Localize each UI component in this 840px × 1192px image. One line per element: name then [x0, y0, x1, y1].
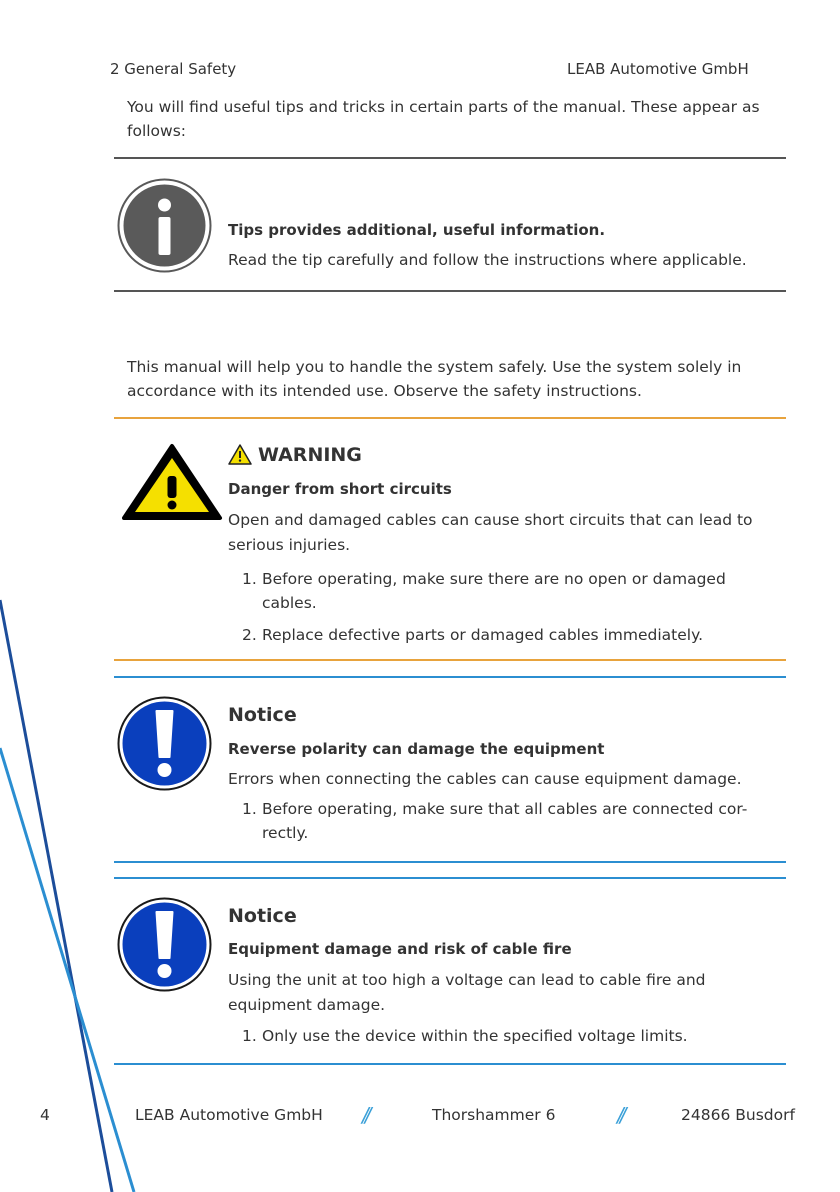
- tip-bottom-rule: [114, 290, 786, 292]
- warning-text-line-2: serious injuries.: [228, 536, 351, 554]
- tip-top-rule: [114, 157, 786, 159]
- intro-line-1: You will find useful tips and tricks in certain parts of the manual. These appear as: [127, 98, 760, 116]
- warning-bottom-rule: [114, 659, 786, 661]
- warning-step-1: [242, 567, 726, 615]
- step-number: 2.: [242, 626, 257, 644]
- step-text: Only use the device within the specified voltage limits.: [262, 1027, 688, 1045]
- notice1-step-1: [242, 797, 747, 845]
- step-text-cont: rectly.: [262, 824, 309, 842]
- footer-company: LEAB Automotive GmbH: [135, 1106, 323, 1124]
- notice1-label: Notice: [228, 704, 297, 726]
- warning-subtitle: Danger from short circuits: [228, 480, 452, 498]
- warning-triangle-icon: [120, 442, 224, 522]
- warning-text: [228, 508, 753, 558]
- header-company: LEAB Automotive GmbH: [567, 60, 749, 78]
- footer-separator: //: [617, 1103, 623, 1127]
- info-icon: [116, 177, 213, 274]
- footer-street: Thorshammer 6: [432, 1106, 556, 1124]
- notice2-text: [228, 968, 706, 1018]
- footer-separator: //: [362, 1103, 368, 1127]
- notice1-top-rule: [114, 676, 786, 678]
- notice1-text: Errors when connecting the cables can cause equipment damage.: [228, 770, 742, 788]
- step-text: Replace defective parts or damaged cables immediately.: [262, 626, 703, 644]
- tip-title: Tips provides additional, useful information.: [228, 221, 606, 239]
- notice2-bottom-rule: [114, 1063, 786, 1065]
- manual-note-line-2: accordance with its intended use. Observe the safety instructions.: [127, 382, 642, 400]
- tip-text: Read the tip carefully and follow the instructions where applicable.: [228, 251, 747, 269]
- step-text-cont: cables.: [262, 594, 317, 612]
- step-number: 1.: [242, 800, 257, 818]
- manual-note-line-1: This manual will help you to handle the system safely. Use the system solely in: [127, 358, 742, 376]
- warning-top-rule: [114, 417, 786, 419]
- manual-note: [127, 355, 787, 403]
- step-text: Before operating, make sure that all cables are connected cor-: [262, 800, 748, 818]
- warning-text-line-1: Open and damaged cables can cause short circuits that can lead to: [228, 511, 753, 529]
- step-number: 1.: [242, 1027, 257, 1045]
- notice2-subtitle: Equipment damage and risk of cable fire: [228, 940, 572, 958]
- notice2-text-line-1: Using the unit at too high a voltage can lead to cable fire and: [228, 971, 706, 989]
- exclamation-icon: [116, 695, 213, 792]
- header-section: 2 General Safety: [110, 60, 237, 78]
- warning-small-icon: [228, 444, 252, 466]
- page-number: 4: [40, 1106, 50, 1124]
- footer-city: 24866 Busdorf: [681, 1106, 795, 1124]
- notice1-bottom-rule: [114, 861, 786, 863]
- warning-step-2: [242, 623, 703, 647]
- intro-line-2: follows:: [127, 122, 187, 140]
- exclamation-icon: [116, 896, 213, 993]
- step-text: Before operating, make sure there are no open or damaged: [262, 570, 726, 588]
- warning-label: WARNING: [258, 444, 362, 466]
- notice2-text-line-2: equipment damage.: [228, 996, 386, 1014]
- step-number: 1.: [242, 570, 257, 588]
- intro-text: [127, 95, 787, 143]
- notice1-subtitle: Reverse polarity can damage the equipment: [228, 740, 605, 758]
- notice2-step-1: [242, 1024, 688, 1048]
- notice2-label: Notice: [228, 905, 297, 927]
- notice2-top-rule: [114, 877, 786, 879]
